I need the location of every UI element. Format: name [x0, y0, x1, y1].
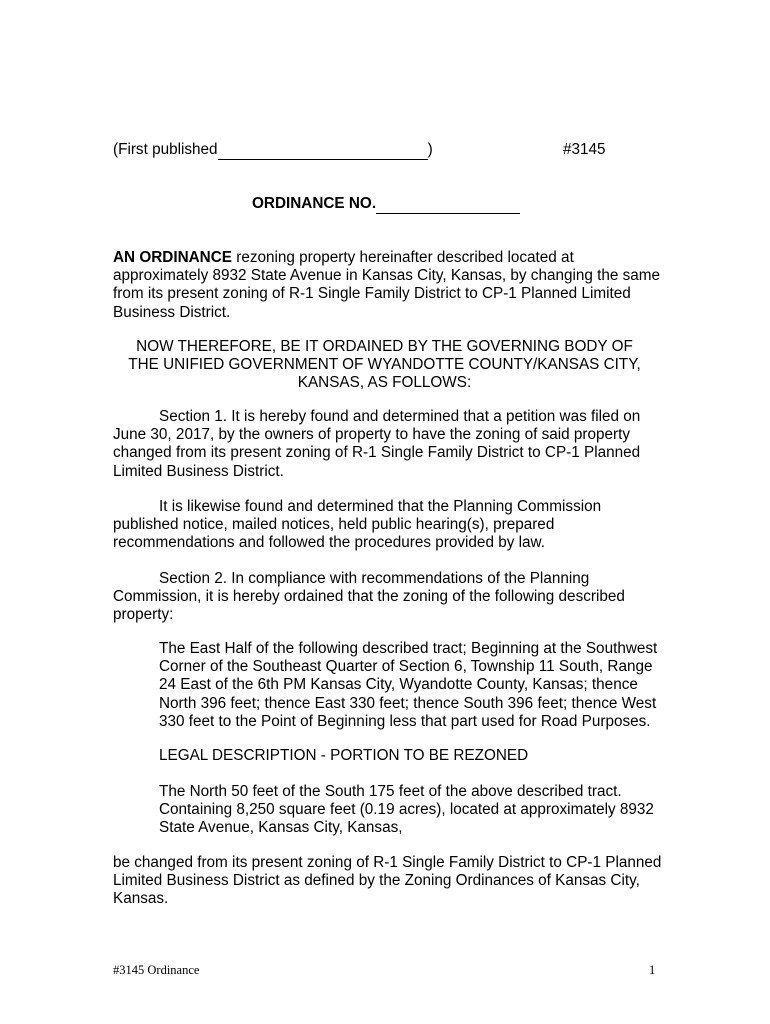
portion-line-1: The North 50 feet of the South 175 feet of the above described tract.: [159, 783, 622, 800]
conclusion-paragraph: [113, 854, 673, 909]
page-number: 1: [649, 963, 656, 977]
ordinance-title: [252, 195, 520, 214]
ordinance-number-blank: [376, 195, 520, 214]
tract-line-4: North 396 feet; thence East 330 feet; thence South 396 feet; thence West: [159, 694, 657, 712]
section-2-line-1: Section 2. In compliance with recommendations of the Planning: [159, 570, 590, 587]
intro-line-3: from its present zoning of R-1 Single Family District to CP-1 Planned Limited: [113, 285, 631, 303]
now-therefore-line-2: THE UNIFIED GOVERNMENT OF WYANDOTTE COUNTY/KANSAS CITY,: [128, 356, 641, 374]
likewise-line-2: published notice, mailed notices, held public hearing(s), prepared: [113, 516, 555, 534]
likewise-line-3: recommendations and followed the procedures provided by law.: [113, 534, 545, 552]
section-1-line-4: Limited Business District.: [113, 462, 284, 480]
portion-line-2: Containing 8,250 square feet (0.19 acres), located at approximately 8932: [159, 801, 654, 819]
conclusion-line-1: be changed from its present zoning of R-1 Single Family District to CP-1 Planned: [113, 854, 662, 871]
first-published-line: [113, 141, 433, 160]
portion-description: [159, 783, 679, 838]
document-number: #3145: [563, 141, 606, 158]
tract-line-3: 24 East of the 6th PM Kansas City, Wyandotte County, Kansas; thence: [159, 676, 638, 694]
portion-line-3: State Avenue, Kansas City, Kansas,: [159, 819, 403, 837]
now-therefore-line-1: NOW THEREFORE, BE IT ORDAINED BY THE GOVERNING BODY OF: [136, 338, 633, 355]
section-1-line-1: Section 1. It is hereby found and determined that a petition was filed on: [159, 408, 641, 425]
tract-line-5: 330 feet to the Point of Beginning less that part used for Road Purposes.: [159, 712, 651, 730]
now-therefore-line-3: KANSAS, AS FOLLOWS:: [297, 374, 472, 392]
intro-lead: AN ORDINANCE: [113, 249, 232, 266]
intro-rest: rezoning property hereinafter described located at: [231, 249, 574, 266]
legal-description-heading: LEGAL DESCRIPTION - PORTION TO BE REZONED: [159, 747, 529, 764]
section-1-line-2: June 30, 2017, by the owners of property to have the zoning of said property: [113, 426, 631, 444]
section-1-paragraph: [113, 408, 673, 481]
section-1-line-3: changed from its present zoning of R-1 Single Family District to CP-1 Planned: [113, 444, 641, 462]
intro-line-4: Business District.: [113, 303, 231, 321]
footer-left: #3145 Ordinance: [113, 963, 200, 977]
section-2-paragraph: [113, 570, 673, 625]
now-therefore-paragraph: [113, 338, 656, 393]
tract-line-2: Corner of the Southeast Quarter of Section 6, Township 11 South, Range: [159, 658, 653, 676]
first-published-close: ): [427, 141, 433, 158]
first-published-blank: [218, 141, 428, 160]
intro-paragraph: [113, 249, 673, 322]
intro-line-1: [113, 249, 673, 267]
first-published-label: (First published: [113, 141, 218, 158]
tract-description: [159, 640, 679, 731]
likewise-paragraph: [113, 498, 673, 553]
conclusion-line-2: Limited Business District as defined by the Zoning Ordinances of Kansas City,: [113, 872, 640, 890]
tract-line-1: The East Half of the following described tract; Beginning at the Southwest: [159, 640, 658, 657]
section-2-line-2: Commission, it is hereby ordained that the zoning of the following described: [113, 588, 625, 606]
conclusion-line-3: Kansas.: [113, 890, 169, 908]
ordinance-title-label: ORDINANCE NO.: [252, 195, 377, 212]
section-2-line-3: property:: [113, 606, 174, 624]
likewise-line-1: It is likewise found and determined that the Planning Commission: [159, 498, 602, 515]
intro-line-2: approximately 8932 State Avenue in Kansas City, Kansas, by changing the same: [113, 267, 661, 285]
